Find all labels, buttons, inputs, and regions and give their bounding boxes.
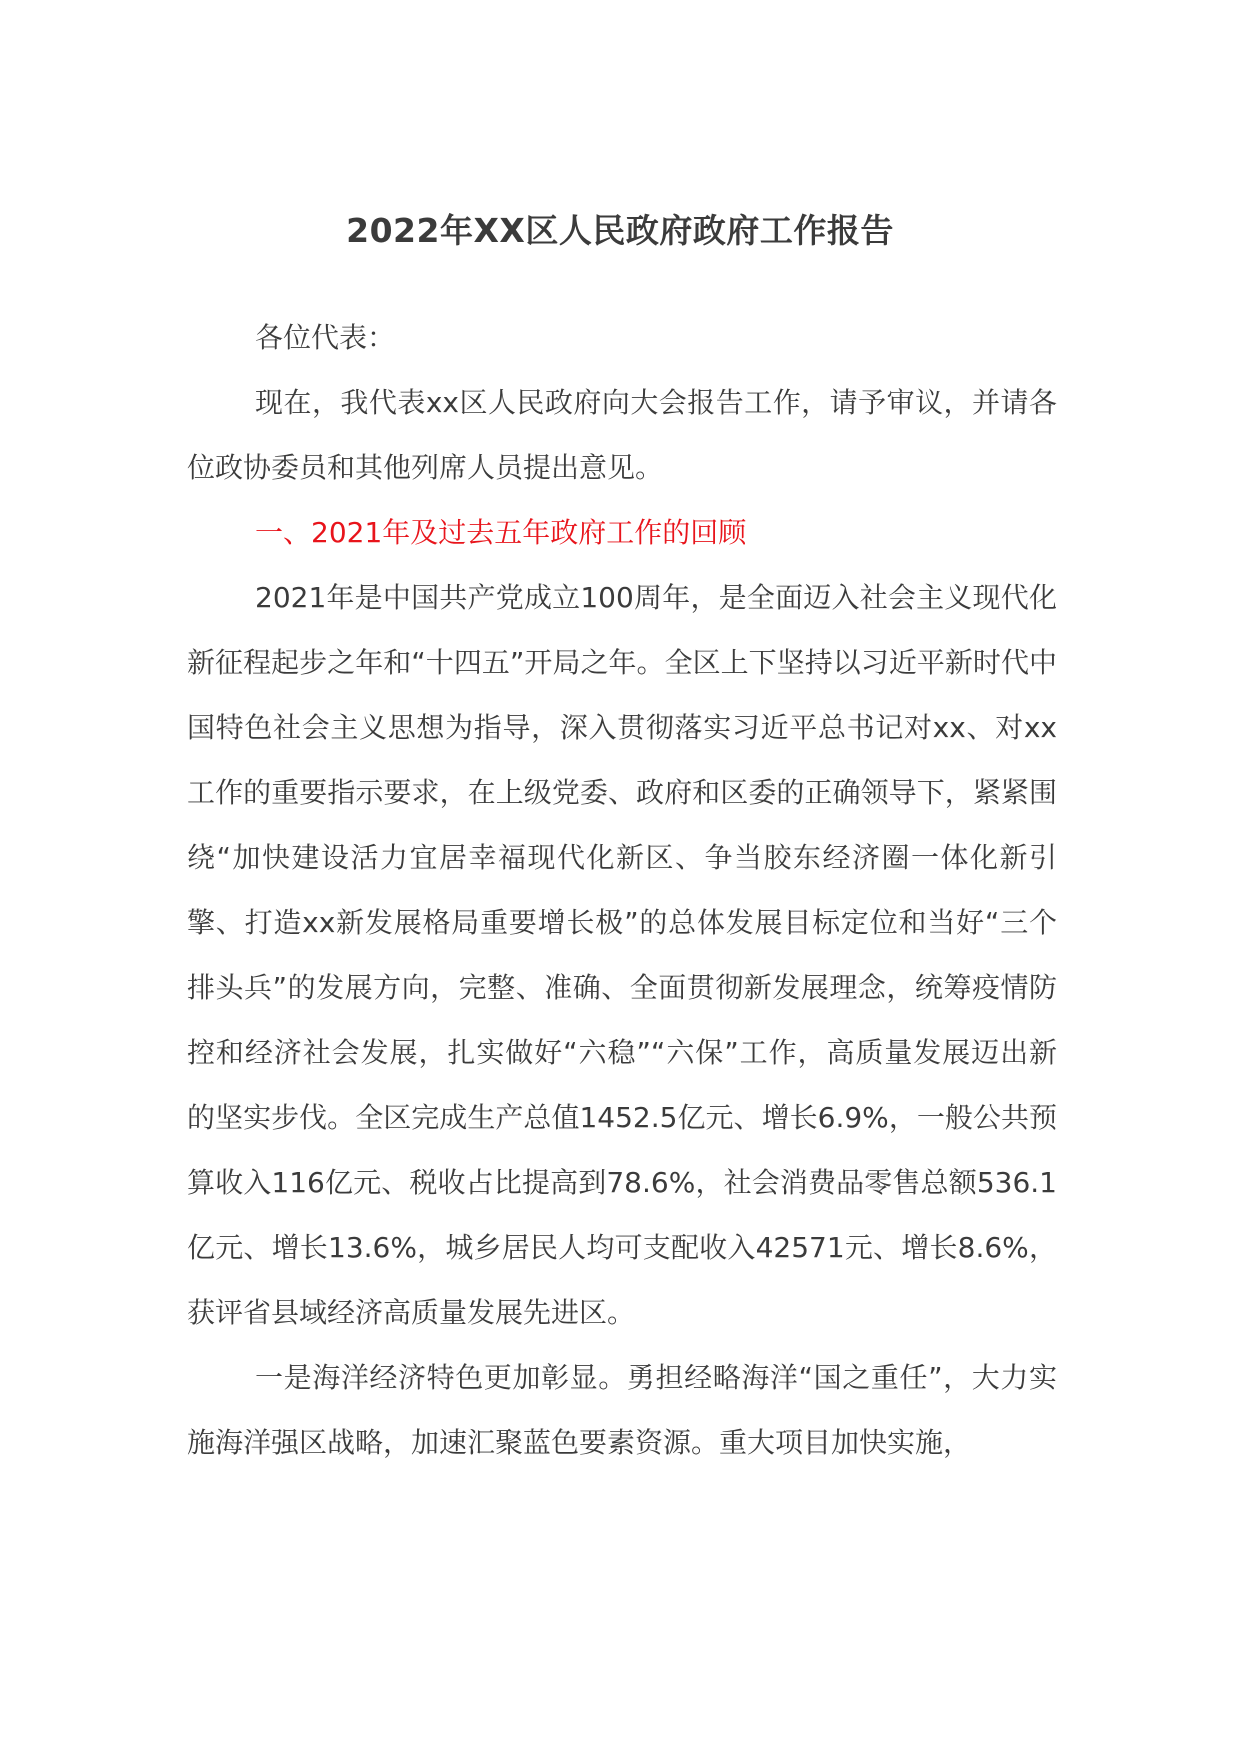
intro-paragraph: 现在，我代表xx区人民政府向大会报告工作，请予审议，并请各位政协委员和其他列席人员提出意见。 (187, 386, 1057, 484)
document-title: 2022年XX区人民政府政府工作报告 (346, 211, 894, 250)
document-body (187, 305, 1057, 1475)
salutation-paragraph: 各位代表： (255, 321, 396, 354)
review-paragraph: 2021年是中国共产党成立100周年，是全面迈入社会主义现代化新征程起步之年和“十四五”开局之年。全区上下坚持以习近平新时代中国特色社会主义思想为指导，深入贯彻落实习近平总书记对xx、对xx工作的重要指示要求，在上级党委、政府和区委的正确领导下，紧紧围绕“加快建设活力宜居幸福现代化新区、争当胶东经济圈一体化新引擎、打造xx新发展格局重要增长极”的总体发展目标定位和当好“三个排头兵”的发展方向，完整、准确、全面贯彻新发展理念，统筹疫情防控和经济社会发展，扎实做好“六稳”“六保”工作，高质量发展迈出新的坚实步伐。全区完成生产总值1452.5亿元、增长6.9%，一般公共预算收入116亿元、税收占比提高到78.6%，社会消费品零售总额536.1亿元、增长13.6%，城乡居民人均可支配收入42571元、增长8.6%，获评省县域经济高质量发展先进区。 (187, 581, 1057, 1329)
marine-economy-paragraph: 一是海洋经济特色更加彰显。勇担经略海洋“国之重任”，大力实施海洋强区战略，加速汇聚蓝色要素资源。重大项目加快实施， (187, 1361, 1057, 1459)
section-heading: 一、2021年及过去五年政府工作的回顾 (255, 516, 747, 549)
